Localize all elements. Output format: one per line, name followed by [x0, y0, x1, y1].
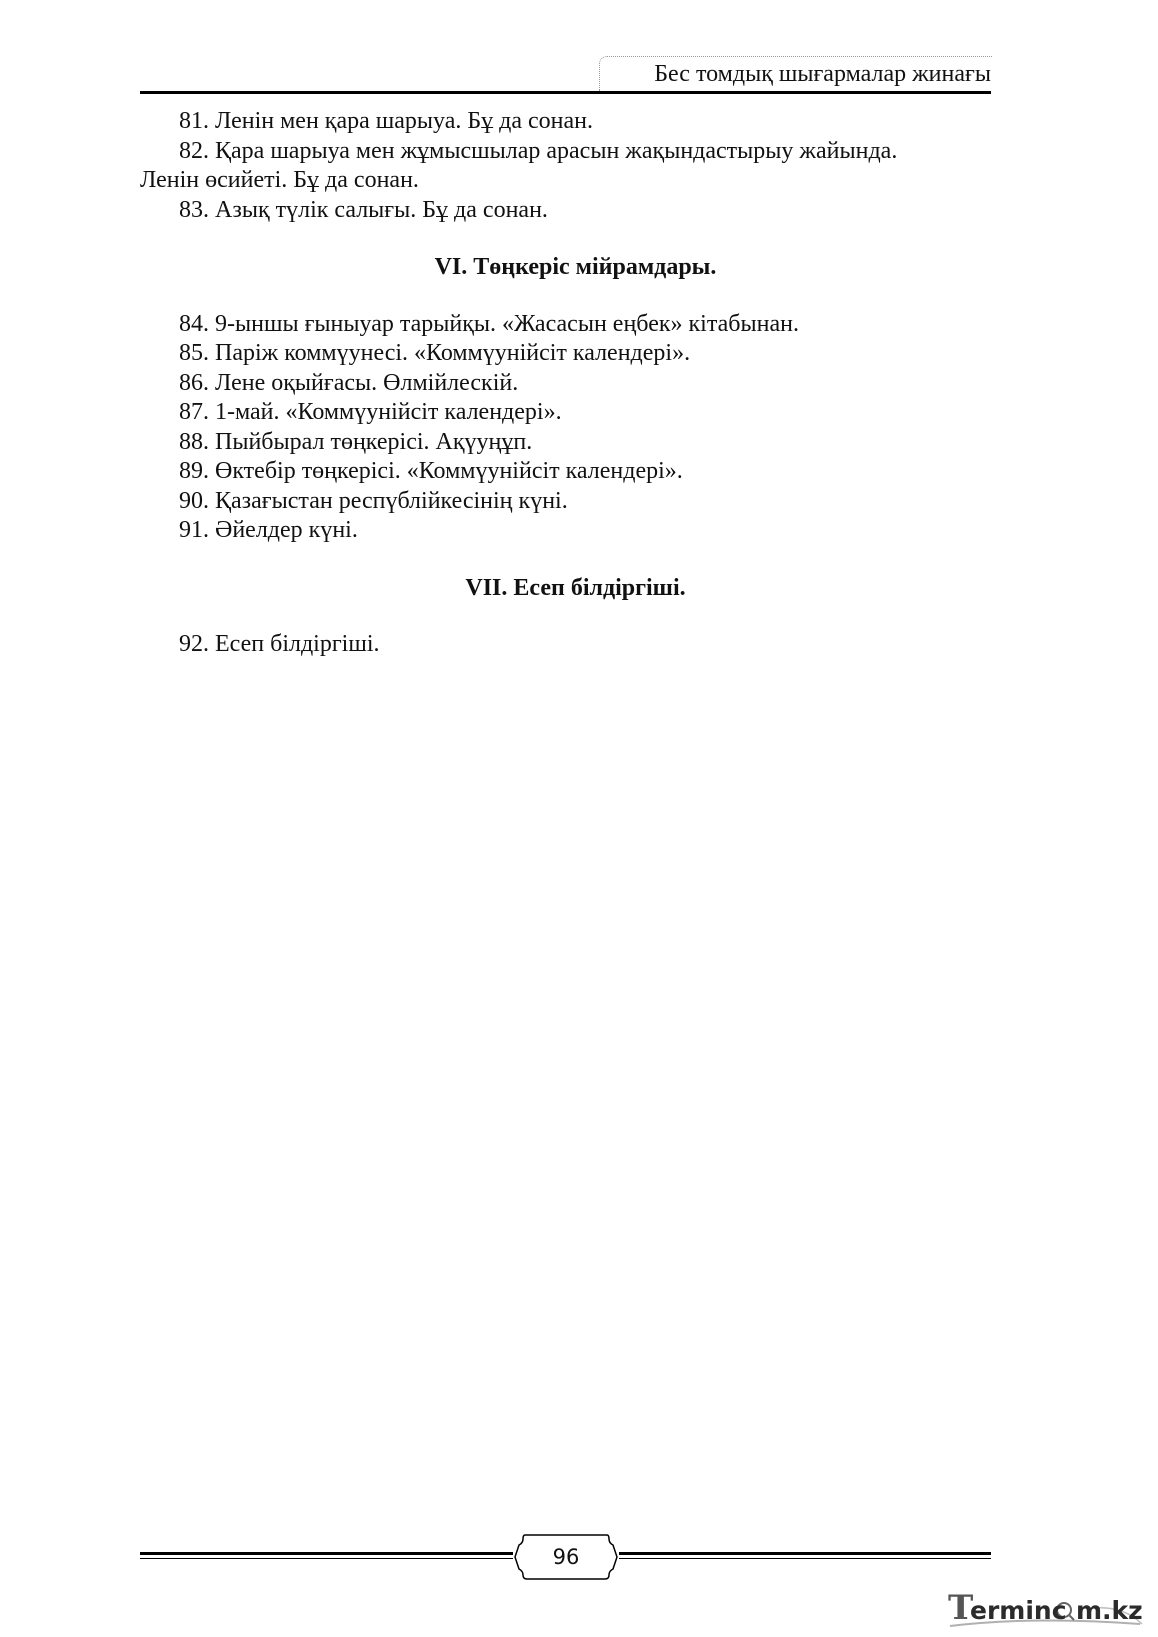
list-item: 84. 9-ыншы ғыныуар тарыйқы. «Жасасын еңбек» кітабынан. [179, 310, 799, 337]
document-body [140, 107, 991, 660]
list-item: 92. Есеп білдіргіші. [179, 631, 380, 657]
watermark-suffix: m.kz [1076, 1596, 1143, 1625]
list-item: 87. 1-май. «Коммүунійсіт календері». [179, 399, 562, 425]
list-item: 91. Әйелдер күні. [179, 517, 358, 543]
list-item: 81. Ленін мен қара шарыуа. Бұ да сонан. [179, 108, 593, 134]
running-header-title: Бес томдық шығармалар жинағы [654, 61, 991, 87]
list-item: 86. Лене оқыйғасы. Өлмійлескій. [179, 369, 519, 396]
header-rule [140, 91, 991, 94]
watermark-middle: erminc [970, 1596, 1067, 1625]
list-item: 85. Паріж коммүунесі. «Коммүунійсіт календері». [179, 340, 691, 366]
termincom-watermark-logo [944, 1588, 1144, 1628]
list-item: 88. Пыйбырал төңкерісі. Ақүуңұп. [179, 428, 533, 455]
list-item-continuation: Ленін өсийеті. Бұ да сонан. [140, 167, 419, 193]
page-number: 96 [552, 1545, 580, 1569]
list-item: 83. Азық түлік салығы. Бұ да сонан. [179, 196, 548, 223]
list-item: 90. Қазағыстан респүблійкесінің күні. [179, 487, 568, 514]
page-number-frame [513, 1533, 619, 1581]
section-heading: VI. Төңкеріс мійрамдары. [434, 254, 717, 280]
list-item: 82. Қара шарыуа мен жұмысшылар арасын жақындастырыу жайында. [179, 137, 898, 164]
section-heading: VII. Есеп білдіргіші. [465, 574, 686, 601]
list-item: 89. Өктебір төңкерісі. «Коммүунійсіт календері». [179, 458, 683, 484]
watermark-prefix: T [948, 1588, 974, 1628]
